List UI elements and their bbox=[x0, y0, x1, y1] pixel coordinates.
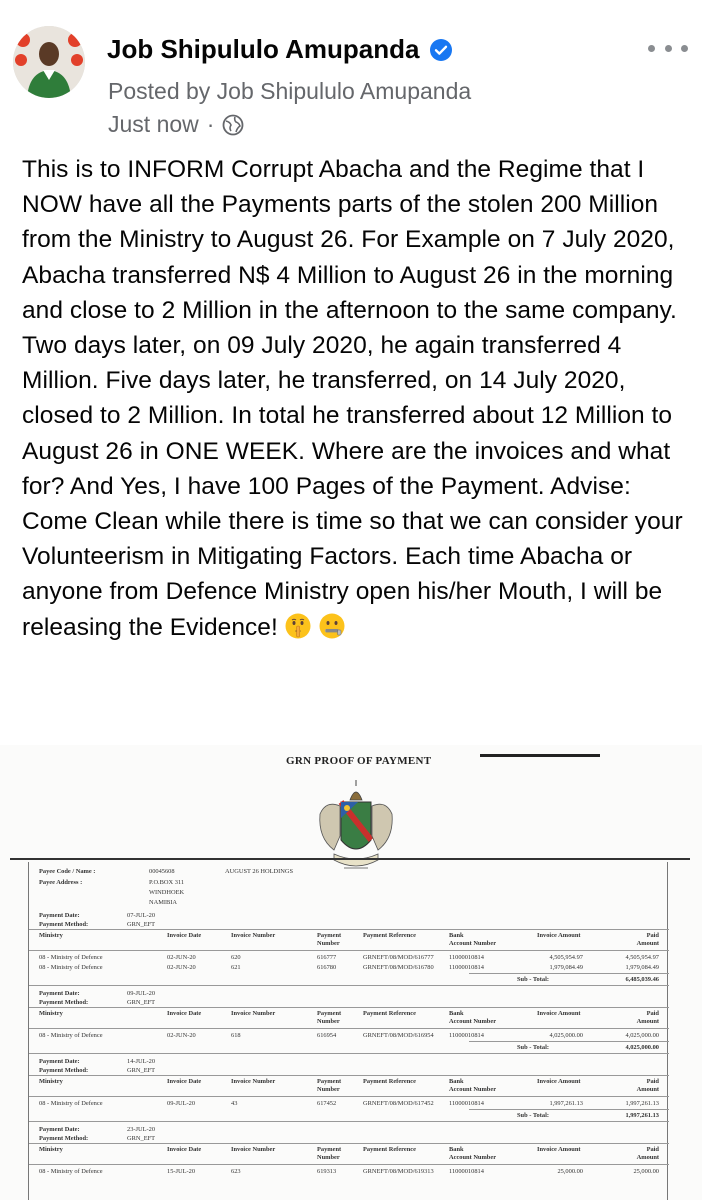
col-invoice-date: Invoice Date bbox=[167, 1146, 202, 1153]
col-account-number: Account Number bbox=[449, 940, 497, 947]
row-ministry: 08 - Ministry of Defence bbox=[39, 1100, 103, 1107]
col-invoice-number: Invoice Number bbox=[231, 1146, 276, 1153]
col-paid: Paid bbox=[646, 1078, 659, 1085]
col-ministry: Ministry bbox=[39, 1078, 63, 1085]
verified-badge-icon bbox=[429, 38, 453, 62]
payment-table bbox=[28, 862, 668, 1200]
row-reference: GRNEFT/08/MOD/617452 bbox=[363, 1100, 434, 1107]
author-name[interactable]: Job Shipululo Amupanda bbox=[107, 34, 420, 64]
row-invoice-date: 02-JUN-20 bbox=[167, 954, 196, 961]
row-invoice-number: 43 bbox=[231, 1100, 238, 1107]
divider bbox=[29, 985, 669, 986]
divider bbox=[29, 1075, 669, 1076]
address-line: P.O.BOX 311 bbox=[149, 879, 185, 886]
row-reference: GRNEFT/08/MOD/616954 bbox=[363, 1032, 434, 1039]
col-account-number: Account Number bbox=[449, 1154, 497, 1161]
col-number: Number bbox=[317, 940, 340, 947]
col-number: Number bbox=[317, 1018, 340, 1025]
payment-method-label: Payment Method: bbox=[39, 999, 89, 1006]
col-ministry: Ministry bbox=[39, 932, 63, 939]
row-payment-number: 619313 bbox=[317, 1168, 337, 1175]
col-payment-reference: Payment Reference bbox=[363, 1078, 416, 1085]
col-ministry: Ministry bbox=[39, 1010, 63, 1017]
col-bank: Bank bbox=[449, 1010, 464, 1017]
payment-method-label: Payment Method: bbox=[39, 921, 89, 928]
col-number: Number bbox=[317, 1086, 340, 1093]
top-rule bbox=[480, 754, 600, 757]
row-payment-number: 617452 bbox=[317, 1100, 337, 1107]
col-invoice-date: Invoice Date bbox=[167, 932, 202, 939]
posted-by-label: Posted by Job Shipululo Amupanda bbox=[108, 78, 472, 104]
address-line: WINDHOEK bbox=[149, 889, 185, 896]
row-ministry: 08 - Ministry of Defence bbox=[39, 1168, 103, 1175]
col-paid: Paid bbox=[646, 932, 659, 939]
row-invoice-date: 02-JUN-20 bbox=[167, 964, 196, 971]
col-payment-reference: Payment Reference bbox=[363, 932, 416, 939]
row-invoice-amount: 4,025,000.00 bbox=[549, 1032, 583, 1039]
col-bank: Bank bbox=[449, 1078, 464, 1085]
col-invoice-date: Invoice Date bbox=[167, 1078, 202, 1085]
payment-date-label: Payment Date: bbox=[39, 1058, 80, 1065]
row-invoice-amount: 25,000.00 bbox=[557, 1168, 583, 1175]
row-invoice-amount: 4,505,954.97 bbox=[549, 954, 583, 961]
col-amount: Amount bbox=[636, 1154, 659, 1161]
row-payment-number: 616780 bbox=[317, 964, 337, 971]
author-line bbox=[107, 34, 453, 65]
row-invoice-amount: 1,997,261.13 bbox=[549, 1100, 583, 1107]
col-invoice-number: Invoice Number bbox=[231, 1078, 276, 1085]
payment-method-label: Payment Method: bbox=[39, 1135, 89, 1142]
payment-date-label: Payment Date: bbox=[39, 990, 80, 997]
sub-total-label: Sub - Total: bbox=[517, 1112, 549, 1119]
row-ministry: 08 - Ministry of Defence bbox=[39, 954, 103, 961]
col-invoice-amount: Invoice Amount bbox=[537, 1146, 581, 1153]
col-amount: Amount bbox=[636, 1086, 659, 1093]
divider bbox=[29, 1121, 669, 1122]
payment-date: 07-JUL-20 bbox=[127, 912, 156, 919]
address-line: NAMIBIA bbox=[149, 899, 178, 906]
shushing-face-emoji bbox=[284, 612, 312, 640]
col-account-number: Account Number bbox=[449, 1018, 497, 1025]
col-paid: Paid bbox=[646, 1010, 659, 1017]
col-invoice-amount: Invoice Amount bbox=[537, 1010, 581, 1017]
divider bbox=[29, 1028, 669, 1029]
post-timestamp[interactable]: Just now bbox=[108, 111, 199, 137]
payee-name: AUGUST 26 HOLDINGS bbox=[225, 868, 294, 875]
divider bbox=[29, 1007, 669, 1008]
payment-date-label: Payment Date: bbox=[39, 1126, 80, 1133]
row-invoice-date: 02-JUN-20 bbox=[167, 1032, 196, 1039]
col-paid: Paid bbox=[646, 1146, 659, 1153]
row-invoice-amount: 1,979,084.49 bbox=[549, 964, 583, 971]
row-invoice-number: 623 bbox=[231, 1168, 241, 1175]
payment-method-label: Payment Method: bbox=[39, 1067, 89, 1074]
sub-total-value: 4,025,000.00 bbox=[625, 1044, 659, 1051]
globe-icon[interactable] bbox=[222, 114, 244, 136]
col-ministry: Ministry bbox=[39, 1146, 63, 1153]
row-paid-amount: 4,505,954.97 bbox=[625, 954, 659, 961]
row-ministry: 08 - Ministry of Defence bbox=[39, 1032, 103, 1039]
payment-method: GRN_EFT bbox=[127, 1135, 156, 1142]
row-reference: GRNEFT/08/MOD/616777 bbox=[363, 954, 434, 961]
col-payment-reference: Payment Reference bbox=[363, 1146, 416, 1153]
col-payment-reference: Payment Reference bbox=[363, 1010, 416, 1017]
col-account-number: Account Number bbox=[449, 1086, 497, 1093]
col-bank: Bank bbox=[449, 1146, 464, 1153]
row-paid-amount: 1,997,261.13 bbox=[625, 1100, 659, 1107]
row-bank-account: 11000010814 bbox=[449, 1168, 484, 1175]
row-bank-account: 11000010814 bbox=[449, 964, 484, 971]
col-amount: Amount bbox=[636, 1018, 659, 1025]
sub-total-value: 6,485,039.46 bbox=[625, 976, 659, 983]
row-bank-account: 11000010814 bbox=[449, 1100, 484, 1107]
meta-separator: · bbox=[206, 111, 215, 137]
row-bank-account: 11000010814 bbox=[449, 954, 484, 961]
row-ministry: 08 - Ministry of Defence bbox=[39, 964, 103, 971]
payment-method: GRN_EFT bbox=[127, 999, 156, 1006]
payment-method: GRN_EFT bbox=[127, 1067, 156, 1074]
col-payment: Payment bbox=[317, 1078, 342, 1085]
divider bbox=[29, 950, 669, 951]
divider bbox=[469, 1041, 669, 1042]
col-invoice-number: Invoice Number bbox=[231, 1010, 276, 1017]
row-invoice-number: 620 bbox=[231, 954, 241, 961]
more-options-icon[interactable] bbox=[648, 36, 688, 60]
zipper-mouth-face-emoji bbox=[318, 612, 346, 640]
row-invoice-number: 621 bbox=[231, 964, 241, 971]
col-invoice-amount: Invoice Amount bbox=[537, 1078, 581, 1085]
row-reference: GRNEFT/08/MOD/619313 bbox=[363, 1168, 434, 1175]
row-payment-number: 616777 bbox=[317, 954, 337, 961]
col-payment: Payment bbox=[317, 1146, 342, 1153]
divider bbox=[29, 1164, 669, 1165]
payment-date: 09-JUL-20 bbox=[127, 990, 156, 997]
post-body bbox=[22, 152, 688, 645]
document-header-rule bbox=[10, 858, 690, 860]
row-bank-account: 11000010814 bbox=[449, 1032, 484, 1039]
payee-code-label: Payee Code / Name : bbox=[39, 868, 96, 875]
author-avatar[interactable] bbox=[13, 26, 85, 98]
col-invoice-amount: Invoice Amount bbox=[537, 932, 581, 939]
divider bbox=[29, 1053, 669, 1054]
post-text: This is to INFORM Corrupt Abacha and the Regime that I NOW have all the Payments parts of the stolen 200 Million from the Ministry to August 26. For Example on 7 July 2020, Abacha transferred N$ 4 Million to August 26 in the morning and close to 2 Million in the afternoon to the same company. Two days later, on 09 July 2020, he again transferred 4 Million. Five days later, he transferred, on 14 July 2020, closed to 2 Million. In total he transferred about 12 Million to August 26 in ONE WEEK. Where are the invoices and what for? And Yes, I have 100 Pages of the Payment. Advise: Come Clean while there is time so that we can consider your Volunteerism in Mitigating Factors. Each time Abacha or anyone from Defence Ministry open his/her Mouth, I will be releasing the Evidence! bbox=[22, 156, 683, 641]
row-payment-number: 616954 bbox=[317, 1032, 337, 1039]
payee-code: 00045608 bbox=[149, 868, 175, 875]
post-meta bbox=[108, 111, 244, 138]
col-number: Number bbox=[317, 1154, 340, 1161]
divider bbox=[469, 973, 669, 974]
payee-address-label: Payee Address : bbox=[39, 879, 83, 886]
sub-total-value: 1,997,261.13 bbox=[625, 1112, 659, 1119]
col-invoice-number: Invoice Number bbox=[231, 932, 276, 939]
divider bbox=[469, 1109, 669, 1110]
col-invoice-date: Invoice Date bbox=[167, 1010, 202, 1017]
row-invoice-date: 15-JUL-20 bbox=[167, 1168, 196, 1175]
row-paid-amount: 1,979,084.49 bbox=[625, 964, 659, 971]
payment-date: 23-JUL-20 bbox=[127, 1126, 156, 1133]
sub-total-label: Sub - Total: bbox=[517, 976, 549, 983]
row-paid-amount: 4,025,000.00 bbox=[625, 1032, 659, 1039]
post-header bbox=[0, 0, 702, 150]
payment-date-label: Payment Date: bbox=[39, 912, 80, 919]
sub-total-label: Sub - Total: bbox=[517, 1044, 549, 1051]
payment-document-image[interactable] bbox=[0, 745, 702, 1200]
document-title: GRN PROOF OF PAYMENT bbox=[286, 755, 432, 767]
col-payment: Payment bbox=[317, 932, 342, 939]
row-paid-amount: 25,000.00 bbox=[633, 1168, 659, 1175]
divider bbox=[29, 1096, 669, 1097]
col-amount: Amount bbox=[636, 940, 659, 947]
row-invoice-number: 618 bbox=[231, 1032, 241, 1039]
row-invoice-date: 09-JUL-20 bbox=[167, 1100, 196, 1107]
divider bbox=[29, 1143, 669, 1144]
divider bbox=[29, 929, 669, 930]
row-reference: GRNEFT/08/MOD/616780 bbox=[363, 964, 434, 971]
col-bank: Bank bbox=[449, 932, 464, 939]
payment-method: GRN_EFT bbox=[127, 921, 156, 928]
payment-date: 14-JUL-20 bbox=[127, 1058, 156, 1065]
col-payment: Payment bbox=[317, 1010, 342, 1017]
